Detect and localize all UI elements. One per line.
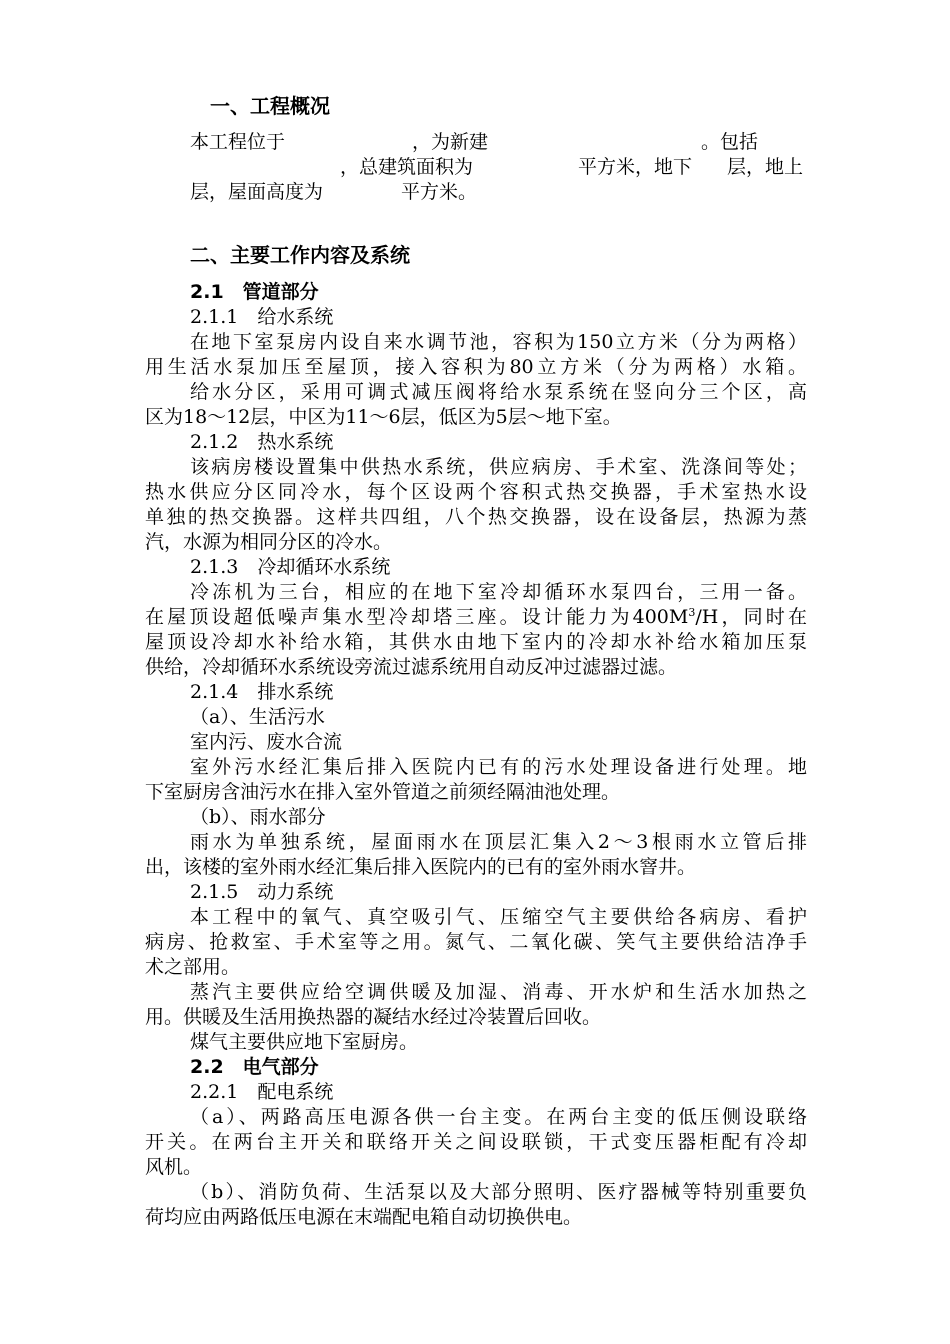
overview-line-1-c: 。包括 [701, 131, 759, 153]
distribution-b-line-1: （b）、消防负荷、生活泵以及大部分照明、医疗器械等特别重要负 [190, 1181, 807, 1203]
overview-line-1-b: ，为新建 [412, 131, 489, 153]
sewage-line-2: 室外污水经汇集后排入医院内已有的污水处理设备进行处理。地 [190, 756, 807, 778]
cooling-line-2: 在屋顶设超低噪声集水型冷却塔三座。设计能力为$400M^3/H$，同时在 [145, 606, 807, 628]
steam-line-1: 蒸汽主要供应给空调供暖及加湿、消毒、开水炉和生活水加热之 [190, 981, 807, 1003]
overview-line-2-b: 平方米，地下 [578, 156, 693, 178]
hot-water-line-1: 该病房楼设置集中供热水系统，供应病房、手术室、洗涤间等处； [190, 456, 807, 478]
water-zone-line-1: 给水分区，采用可调式减压阀将给水泵系统在竖向分三个区，高 [190, 381, 807, 403]
distribution-a-line-1: （a）、两路高压电源各供一台主变。在两台主变的低压侧设联络 [190, 1106, 807, 1128]
rainwater-line-2: 出，该楼的室外雨水经汇集后排入医院内的已有的室外雨水窨井。 [145, 856, 697, 878]
power-gas-line-3: 术之部用。 [145, 956, 241, 978]
hot-water-line-4: 汽，水源为相同分区的冷水。 [145, 531, 393, 553]
subsection-2-2-1-heading: 2.2.1 配电系统 [190, 1081, 334, 1103]
subsection-2-1-2-heading: 2.1.2 热水系统 [190, 431, 334, 453]
hot-water-line-2: 热水供应分区同冷水，每个区设两个容积式热交换器，手术室热水设 [145, 481, 807, 503]
cooling-line-4: 供给，冷却循环水系统设旁流过滤系统用自动反冲过滤器过滤。 [145, 656, 678, 678]
water-supply-line-2: 用生活水泵加压至屋顶，接入容积为80立方米（分为两格）水箱。 [145, 356, 807, 378]
subsection-2-2-heading: 2.2 电气部分 [190, 1056, 319, 1078]
distribution-a-line-2: 开关。在两台主开关和联络开关之间设联锁，干式变压器柜配有冷却 [145, 1131, 807, 1153]
sewage-line-3: 下室厨房含油污水在排入室外管道之前须经隔油池处理。 [145, 781, 621, 803]
gas-line-1: 煤气主要供应地下室厨房。 [190, 1031, 419, 1053]
overview-line-2-c: 层，地上 [727, 156, 804, 178]
distribution-b-line-2: 荷均应由两路低压电源在末端配电箱自动切换供电。 [145, 1206, 583, 1228]
subsection-2-1-1-heading: 2.1.1 给水系统 [190, 306, 334, 328]
steam-line-2: 用。供暖及生活用换热器的凝结水经过冷装置后回收。 [145, 1006, 602, 1028]
domestic-sewage-label: （a）、生活污水 [190, 706, 325, 728]
subsection-2-1-heading: 2.1 管道部分 [190, 281, 319, 303]
water-supply-line-1: 在地下室泵房内设自来水调节池，容积为150立方米（分为两格） [190, 331, 807, 353]
overview-line-1-a: 本工程位于 [190, 131, 286, 153]
distribution-a-line-3: 风机。 [145, 1156, 203, 1178]
rainwater-line-1: 雨水为单独系统，屋面雨水在顶层汇集入2～3根雨水立管后排 [190, 831, 807, 853]
power-gas-line-1: 本工程中的氧气、真空吸引气、压缩空气主要供给各病房、看护 [190, 906, 807, 928]
rainwater-label: （b）、雨水部分 [190, 806, 326, 828]
section-2-heading: 二、主要工作内容及系统 [190, 243, 410, 267]
subsection-2-1-4-heading: 2.1.4 排水系统 [190, 681, 334, 703]
sewage-line-1: 室内污、废水合流 [190, 731, 343, 753]
cooling-line-1: 冷冻机为三台，相应的在地下室冷却循环水泵四台，三用一备。 [190, 581, 807, 603]
cooling-line-3: 屋顶设冷却水补给水箱，其供水由地下室内的冷却水补给水箱加压泵 [145, 631, 807, 653]
overview-line-3-a: 层，屋面高度为 [190, 181, 324, 203]
overview-line-3-b: 平方米。 [401, 181, 478, 203]
subsection-2-1-5-heading: 2.1.5 动力系统 [190, 881, 334, 903]
overview-line-2-a: ，总建筑面积为 [340, 156, 474, 178]
hot-water-line-3: 单独的热交换器。这样共四组，八个热交换器，设在设备层，热源为蒸 [145, 506, 807, 528]
section-1-heading: 一、工程概况 [210, 94, 330, 118]
power-gas-line-2: 病房、抢救室、手术室等之用。氮气、二氧化碳、笑气主要供给洁净手 [145, 931, 807, 953]
subsection-2-1-3-heading: 2.1.3 冷却循环水系统 [190, 556, 391, 578]
water-zone-line-2: 区为18～12层，中区为11～6层，低区为5层～地下室。 [145, 406, 622, 428]
